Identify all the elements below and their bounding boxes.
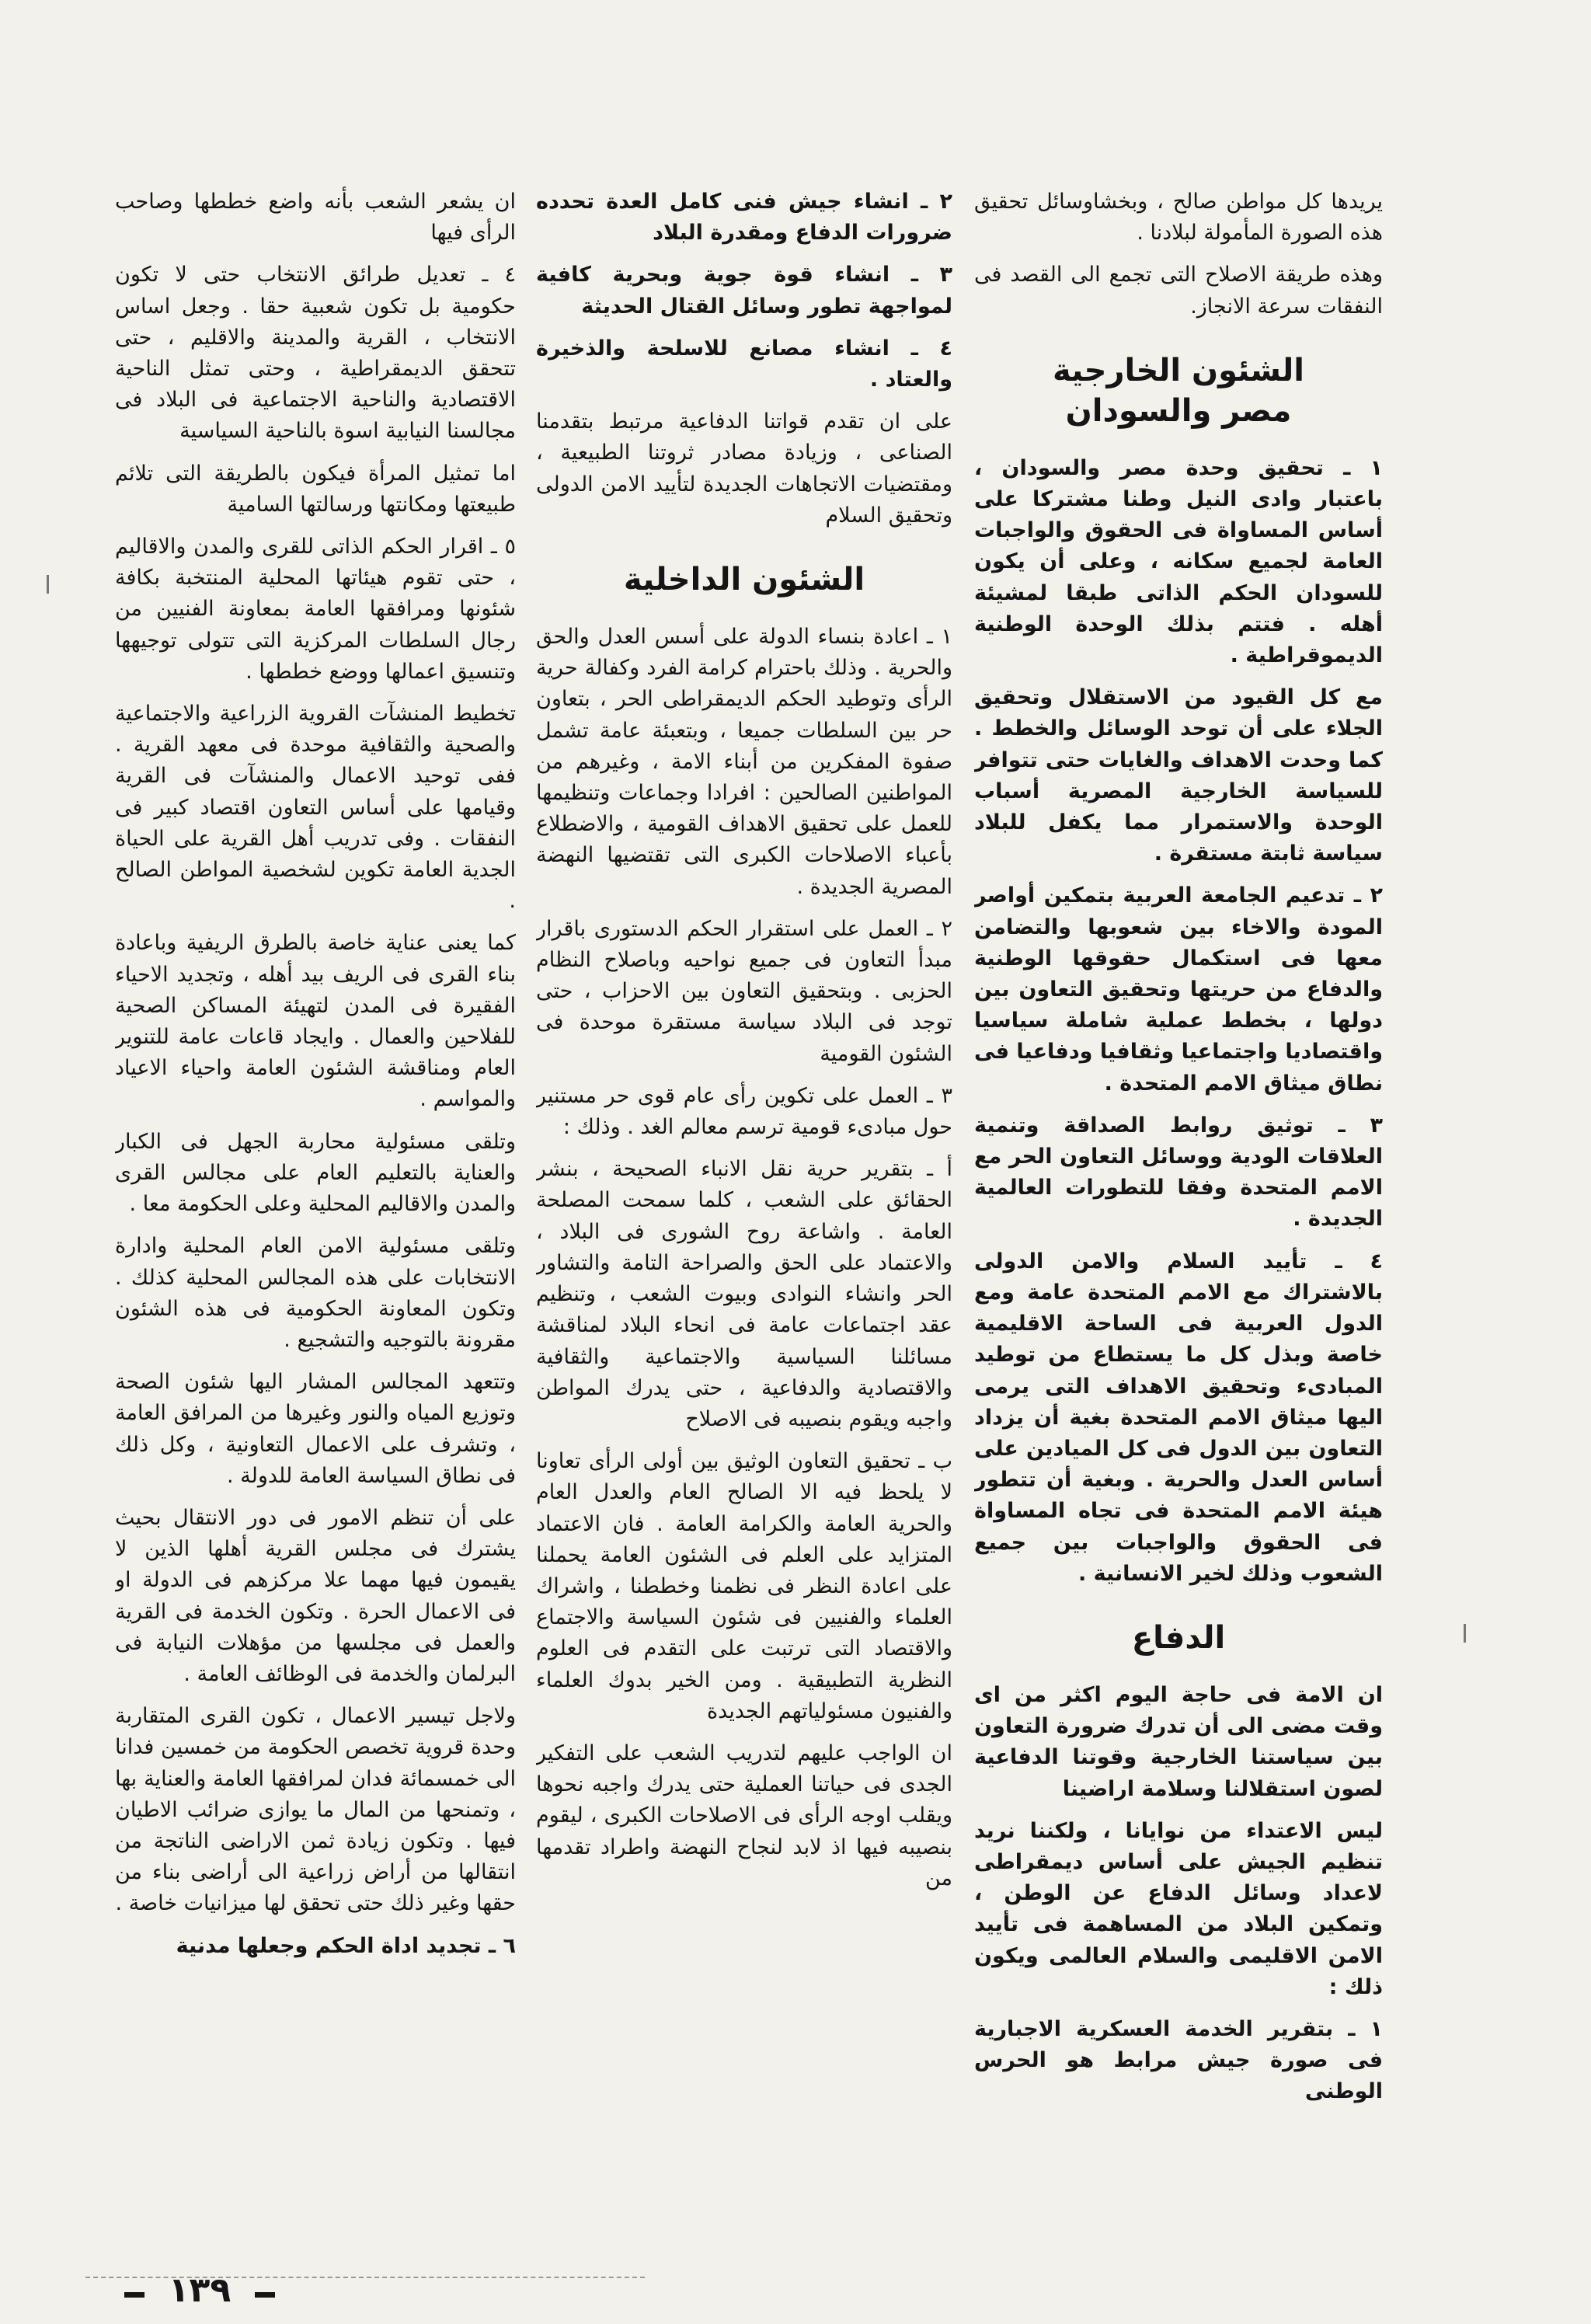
section-heading-line: الشئون الداخلية	[623, 562, 865, 598]
paragraph: ٤ ـ تأييد السلام والامن الدولى بالاشتراك مع الامم المتحدة عامة ومع الدول العربية فى الساحة الاقليمية خاصة وبذل كل ما يستطاع من توطيد المبادىء وتحقيق الاهداف التى يرمى اليها ميثاق الامم المتحدة بغية أن يزداد التعاون بين الدول فى كل الميادين على أساس العدل والحرية . وبغية أن تتطور هيئة الامم المتحدة فى تجاه المساواة فى الحقوق والواجبات بين جميع الشعوب وذلك لخير الانسانية .	[974, 1249, 1383, 1586]
paragraph: اما تمثيل المرأة فيكون بالطريقة التى تلائم طبيعتها ومكانتها ورسالتها السامية	[115, 461, 516, 517]
column-middle	[536, 186, 952, 2176]
paragraph: تخطيط المنشآت القروية الزراعية والاجتماعية والصحية والثقافية موحدة فى معهد القرية . ففى توحيد الاعمال والمنشآت فى القرية وقيامها على أساس التعاون اقتصاد كبير فى النفقات . وفى تدريب أهل القرية على الحياة الجدية العامة تكوين لشخصية المواطن الصالح .	[115, 702, 516, 914]
paragraph: ٦ ـ تجديد اداة الحكم وجعلها مدنية	[176, 1933, 516, 1958]
section-heading	[536, 559, 952, 600]
paragraph: ٥ ـ اقرار الحكم الذاتى للقرى والمدن والاقاليم ، حتى تقوم هيئاتها المحلية المنتخبة بكافة شئونها ومرافقها العامة بمعاونة الفنيين من رجال السلطات المركزية التى تتولى توجيهها وتنسيق اعمالها ووضع خططها .	[115, 535, 516, 684]
paragraph: ٣ ـ توثيق روابط الصداقة وتنمية العلاقات الودية ووسائل التعاون الحر مع الامم المتحدة وفقا للتطورات العالمية الجديدة .	[974, 1113, 1383, 1232]
paragraph: مع كل القيود من الاستقلال وتحقيق الجلاء على أن توحد الوسائل والخطط . كما وحدت الاهداف والغايات حتى تتوافر للسياسة الخارجية المصرية أسباب الوحدة والاستمرار مما يكفل للبلاد سياسة ثابتة مستقرة .	[974, 685, 1383, 866]
section-heading-line: الدفاع	[1131, 1619, 1226, 1656]
paragraph: أ ـ بتقرير حرية نقل الانباء الصحيحة ، بنشر الحقائق على الشعب ، كلما سمحت المصلحة العامة . واشاعة روح الشورى فى البلاد ، والاعتماد على الحق والصراحة التامة والتشاور الحر وانشاء النوادى وبيوت الشعب ، وتنظيم عقد اجتماعات عامة فى انحاء البلاد لمناقشة مسائلنا السياسية والاجتماعية والثقافية والاقتصادية والدفاعية ، حتى يدرك المواطن واجبه ويقوم بنصيبه فى الاصلاح	[536, 1157, 952, 1431]
column-left	[115, 186, 516, 2176]
column-right	[974, 186, 1383, 2176]
scan-mark	[47, 575, 49, 594]
paragraph: يريدها كل مواطن صالح ، وبخشاوسائل تحقيق هذه الصورة المأمولة لبلادنا .	[974, 190, 1383, 246]
section-heading-line: مصر والسودان	[1065, 392, 1292, 429]
scan-mark	[1464, 1624, 1466, 1643]
paragraph: ١ ـ بتقرير الخدمة العسكرية الاجبارية فى صورة جيش مرابط هو الحرس الوطنى	[974, 2016, 1383, 2104]
paragraph: ٣ ـ انشاء قوة جوية وبحرية كافية لمواجهة تطور وسائل القتال الحديثة	[536, 263, 952, 319]
paragraph: ١ ـ اعادة بنساء الدولة على أسس العدل والحق والحرية . وذلك باحترام كرامة الفرد وكفالة حرية الرأى وتوطيد الحكم الديمقراطى الحر ، بتعاون حر بين السلطات جميعا ، وبتعبئة عامة تشمل صفوة المفكرين من أبناء الامة ، وغيرهم من المواطنين الصالحين : افرادا وجماعات وتنظيمها للعمل على تحقيق الاهداف القومية ، والاضطلاع بأعباء الاصلاحات الكبرى التى تقتضيها النهضة المصرية الجديدة .	[536, 625, 952, 899]
paragraph: وهذه طريقة الاصلاح التى تجمع الى القصد فى النفقات سرعة الانجاز.	[974, 263, 1383, 319]
paragraph: ١ ـ تحقيق وحدة مصر والسودان ، باعتبار وادى النيل وطنا مشتركا على أساس المساواة فى الحقوق والواجبات العامة لجميع سكانه ، وعلى أن يكون للسودان الحكم الذاتى طبقا لمشيئة أهله . فتتم بذلك الوحدة الوطنية الديموقراطية .	[974, 455, 1383, 668]
section-heading	[974, 350, 1383, 431]
page-number: ١٣٩	[168, 2270, 232, 2310]
paragraph: ب ـ تحقيق التعاون الوثيق بين أولى الرأى تعاونا لا يلحظ فيه الا الصالح العام والعدل العام والحرية العامة والكرامة العامة . فان الاعتماد المتزايد على العلم فى الشئون العامة يحملنا على اعادة النظر فى نظمنا وخططنا ، واشراك العلماء والفنيين فى شئون السياسة والاجتماع والاقتصاد التى ترتبت على التقدم فى العلوم النظرية التطبيقية . ومن الخير بدوك العلماء والفنيون مسئولياتهم الجديدة	[536, 1449, 952, 1723]
paragraph: ان يشعر الشعب بأنه واضع خططها وصاحب الرأى فيها	[115, 190, 516, 246]
folio-dash-right	[255, 2292, 275, 2298]
paragraph: ٢ ـ العمل على استقرار الحكم الدستورى باقرار مبدأ التعاون فى جميع نواحيه وباصلاح النظام الحزبى . وبتحقيق التعاون بين الاحزاب ، حتى توجد فى البلاد سياسة مستقرة موحدة فى الشئون القومية	[536, 916, 952, 1066]
paragraph: على ان تقدم قواتنا الدفاعية مرتبط بتقدمنا الصناعى ، وزيادة مصادر ثروتنا الطبيعية ، ومقتضيات الاتجاهات الجديدة لتأييد الامن الدولى وتحقيق السلام	[536, 409, 952, 528]
folio-dash-left	[124, 2292, 144, 2298]
paragraph: ليس الاعتداء من نوايانا ، ولكننا نريد تنظيم الجيش على أساس ديمقراطى لاعداد وسائل الدفاع عن الوطن ، وتمكين البلاد من المساهمة فى تأييد الامن الاقليمى والسلام العالمى ويكون ذلك :	[974, 1818, 1383, 1999]
paragraph: وتلقى مسئولية الامن العام المحلية وادارة الانتخابات على هذه المجالس المحلية كذلك . وتكون المعاونة الحكومية فى هذه الشئون مقرونة بالتوجيه والتشجيع .	[115, 1234, 516, 1352]
paragraph: ان الواجب عليهم لتدريب الشعب على التفكير الجدى فى حياتنا العملية حتى يدرك واجبه نحوها ويقلب اوجه الرأى فى الاصلاحات الكبرى ، ليقوم بنصيبه فيها اذ لابد لنجاح النهضة واطراد تقدمها من	[536, 1740, 952, 1890]
paragraph: ان الامة فى حاجة اليوم اكثر من اى وقت مضى الى أن تدرك ضرورة التعاون بين سياستنا الخارجية وقوتنا الدفاعية لصون استقلالنا وسلامة اراضينا	[974, 1682, 1383, 1801]
paragraph: على أن تنظم الامور فى دور الانتقال بحيث يشترك فى مجلس القرية أهلها الذين لا يقيمون فيها مهما علا مركزهم فى الدولة او فى الاعمال الحرة . وتكون الخدمة فى القرية والعمل فى مجلسها من مؤهلات النيابة فى البرلمان والخدمة فى الوظائف العامة .	[115, 1505, 516, 1686]
paragraph: ٣ ـ العمل على تكوين رأى عام قوى حر مستنير حول مبادىء قومية ترسم معالم الغد . وذلك :	[536, 1083, 952, 1140]
paragraph: وتلقى مسئولية محاربة الجهل فى الكبار والعناية بالتعليم العام على مجالس القرى والمدن والاقاليم المحلية وعلى الحكومة معا .	[115, 1129, 516, 1217]
paragraph: ولاجل تيسير الاعمال ، تكون القرى المتقاربة وحدة قروية تخصص الحكومة من خمسين فدانا الى خمسمائة فدان لمرافقها العامة والعناية بها ، وتمنحها من المال ما يوازى ضرائب الاطيان فيها . وتكون زيادة ثمن الاراضى الناتجة من انتقالها من أراض زراعية الى أراضى بناء من حقها وغير ذلك حتى تحقق لها ميزانيات خاصة .	[115, 1704, 516, 1916]
section-heading-line: الشئون الخارجية	[1053, 352, 1304, 388]
paragraph: وتتعهد المجالس المشار اليها شئون الصحة وتوزيع المياه والنور وغيرها من المرافق العامة ، وتشرف على الاعمال التعاونية ، وكل ذلك فى نطاق السياسة العامة للدولة .	[115, 1370, 516, 1488]
section-heading	[974, 1618, 1383, 1658]
paragraph: كما يعنى عناية خاصة بالطرق الريفية وباعادة بناء القرى فى الريف بيد أهله ، وتجديد الاحياء الفقيرة فى المدن لتهيئة المساكن الصحية للفلاحين والعمال . وايجاد قاعات عامة للتنوير العام ومناقشة الشئون العامة واحياء الاعياد والمواسم .	[115, 931, 516, 1112]
paragraph: ٤ ـ تعديل طرائق الانتخاب حتى لا تكون حكومية بل تكون شعبية حقا . وجعل اساس الانتخاب ، القرية والمدينة والاقليم ، حتى تتحقق الديمقراطية ، وحتى تمثل الناحية الاقتصادية والناحية الاجتماعية فى البلاد فى مجالسنا النيابية اسوة بالناحية السياسية	[115, 263, 516, 444]
paragraph: ٤ ـ انشاء مصانع للاسلحة والذخيرة والعتاد .	[536, 336, 952, 392]
paragraph: ٢ ـ تدعيم الجامعة العربية بتمكين أواصر المودة والاخاء بين شعوبها والتضامن معها فى استكمال حقوقها الوطنية والدفاع من حريتها وتحقيق التعاون بين دولها ، بخطط عملية شاملة سياسيا واقتصاديا واجتماعيا وثقافيا ودفاعيا فى نطاق ميثاق الامم المتحدة .	[974, 883, 1383, 1096]
paragraph: ٢ ـ انشاء جيش فنى كامل العدة تحدده ضرورات الدفاع ومقدرة البلاد	[536, 190, 952, 246]
